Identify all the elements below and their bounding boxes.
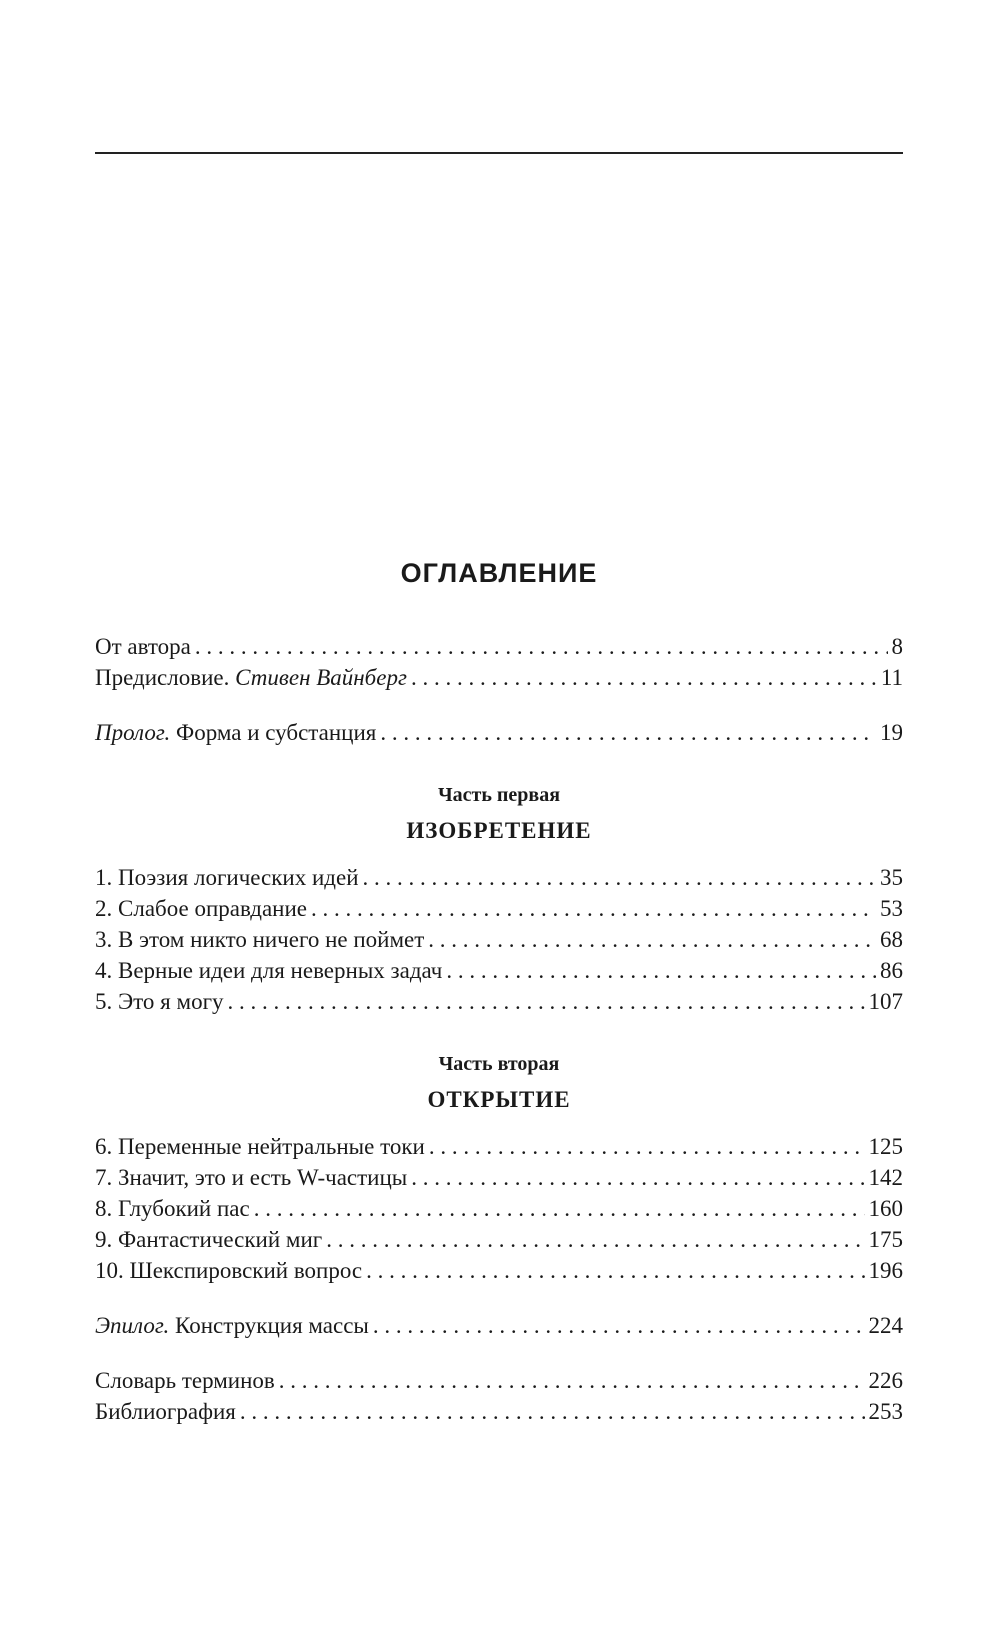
entry-text: 1. Поэзия логических идей xyxy=(95,865,359,890)
dot-leader xyxy=(380,717,876,748)
entry-text: 6. Переменные нейтральные токи xyxy=(95,1134,425,1159)
dot-leader xyxy=(411,1162,864,1193)
entry-prefix: Эпилог. xyxy=(95,1313,170,1338)
page-number: 8 xyxy=(891,634,903,659)
toc-entry-chapter[interactable] xyxy=(95,986,903,1017)
page-number: 107 xyxy=(868,989,903,1014)
entry-text: Предисловие. xyxy=(95,665,236,690)
page-number: 35 xyxy=(880,865,903,890)
dot-leader xyxy=(428,924,876,955)
entry-text: 4. Верные идеи для неверных задач xyxy=(95,958,443,983)
dot-leader xyxy=(366,1255,864,1286)
toc-entry-prologue[interactable] xyxy=(95,717,903,748)
page-number: 11 xyxy=(880,665,903,690)
page-number: 86 xyxy=(880,958,903,983)
toc-entry-author[interactable] xyxy=(95,631,903,662)
dot-leader xyxy=(195,631,888,662)
entry-text: 2. Слабое оправдание xyxy=(95,896,308,921)
toc-entry-chapter[interactable] xyxy=(95,1255,903,1286)
toc-entry-chapter[interactable] xyxy=(95,955,903,986)
entry-prefix: Пролог. xyxy=(95,720,171,745)
entry-author: Стивен Вайнберг xyxy=(235,665,407,690)
page-number: 53 xyxy=(880,896,903,921)
entry-text: Форма и субстанция xyxy=(170,720,377,745)
page-number: 160 xyxy=(868,1196,903,1221)
entry-text: 7. Значит, это и есть W-частицы xyxy=(95,1165,408,1190)
part-one-title: ИЗОБРЕТЕНИЕ xyxy=(406,818,592,843)
page-number: 68 xyxy=(880,927,903,952)
dot-leader xyxy=(279,1365,865,1396)
page-number: 224 xyxy=(868,1313,903,1338)
dot-leader xyxy=(373,1310,865,1341)
dot-leader xyxy=(311,893,876,924)
toc-entry-chapter[interactable] xyxy=(95,862,903,893)
page-number: 253 xyxy=(868,1399,903,1424)
dot-leader xyxy=(411,662,877,693)
toc-entry-chapter[interactable] xyxy=(95,1224,903,1255)
dot-leader xyxy=(240,1396,865,1427)
toc-entry-chapter[interactable] xyxy=(95,1162,903,1193)
toc-entry-chapter[interactable] xyxy=(95,1193,903,1224)
part-two-title: ОТКРЫТИЕ xyxy=(427,1087,571,1112)
top-rule xyxy=(95,152,903,154)
dot-leader xyxy=(254,1193,865,1224)
page-number: 226 xyxy=(868,1368,903,1393)
page-number: 196 xyxy=(868,1258,903,1283)
toc-entry-chapter[interactable] xyxy=(95,924,903,955)
toc-entry-chapter[interactable] xyxy=(95,1131,903,1162)
part-one-label: Часть первая xyxy=(437,784,561,806)
entry-text: 5. Это я могу xyxy=(95,989,224,1014)
entry-text: От автора xyxy=(95,634,191,659)
dot-leader xyxy=(429,1131,865,1162)
entry-text: 8. Глубокий пас xyxy=(95,1196,250,1221)
entry-text: Словарь терминов xyxy=(95,1368,275,1393)
toc-entry-preface[interactable] xyxy=(95,662,903,693)
toc-entry-bibliography[interactable] xyxy=(95,1396,903,1427)
toc-entry-epilogue[interactable] xyxy=(95,1310,903,1341)
dot-leader xyxy=(326,1224,864,1255)
entry-text: 9. Фантастический миг xyxy=(95,1227,323,1252)
dot-leader xyxy=(228,986,865,1017)
toc-entry-chapter[interactable] xyxy=(95,893,903,924)
toc-title: ОГЛАВЛЕНИЕ xyxy=(400,558,598,588)
table-of-contents xyxy=(95,555,903,1427)
page-number: 142 xyxy=(868,1165,903,1190)
page-number: 175 xyxy=(868,1227,903,1252)
page-number: 19 xyxy=(880,720,903,745)
dot-leader xyxy=(363,862,876,893)
entry-text: 10. Шекспировский вопрос xyxy=(95,1258,363,1283)
entry-text: Библиография xyxy=(95,1399,236,1424)
part-two-label: Часть вторая xyxy=(438,1053,560,1075)
entry-text: 3. В этом никто ничего не поймет xyxy=(95,927,425,952)
page-number: 125 xyxy=(868,1134,903,1159)
dot-leader xyxy=(446,955,876,986)
toc-entry-glossary[interactable] xyxy=(95,1365,903,1396)
entry-text: Конструкция массы xyxy=(169,1313,369,1338)
